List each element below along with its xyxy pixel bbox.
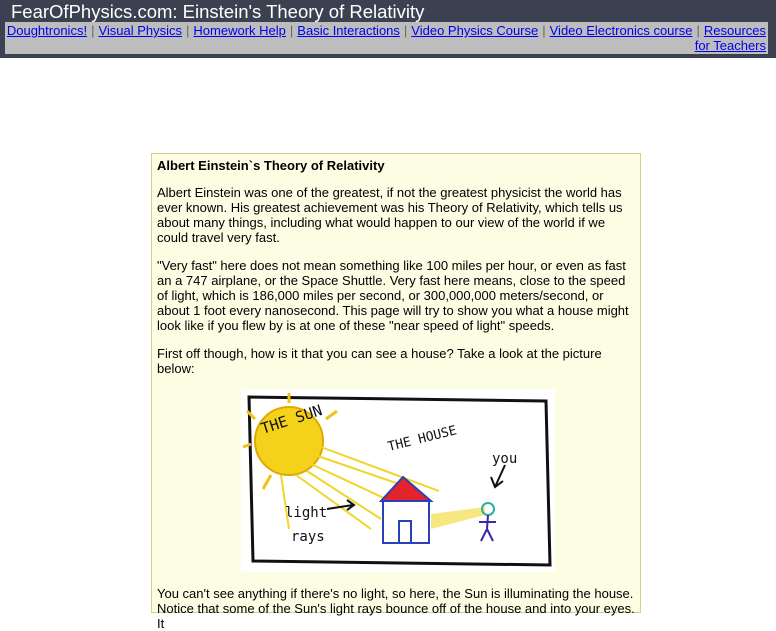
nav-separator: | bbox=[542, 23, 546, 38]
sun-house-drawing bbox=[241, 389, 555, 572]
nav-link-doughtronics[interactable]: Doughtronics! bbox=[6, 23, 88, 38]
nav-link-video-physics-course[interactable]: Video Physics Course bbox=[411, 23, 539, 38]
article-paragraph-3: First off though, how is it that you can see a house? Take a look at the picture below: bbox=[157, 346, 602, 376]
nav-separator: | bbox=[403, 23, 408, 38]
label-you: you bbox=[492, 451, 518, 467]
nav-separator: | bbox=[696, 23, 700, 38]
label-rays: rays bbox=[291, 529, 325, 545]
nav-link-homework-help[interactable]: Homework Help bbox=[193, 23, 286, 38]
label-light: light bbox=[285, 505, 328, 521]
nav-link-basic-interactions[interactable]: Basic Interactions bbox=[297, 23, 400, 38]
article-box bbox=[151, 153, 641, 631]
nav-separator: | bbox=[91, 23, 95, 38]
site-header bbox=[0, 0, 776, 58]
article-paragraph-1: Albert Einstein was one of the greatest, if not the greatest physicist the world has ever known. His greatest achievement was his Theory of Relativity, which tells us about many things, including what would happen to our view of the world if we could travel very fast. bbox=[157, 185, 623, 245]
nav-bar bbox=[5, 22, 768, 54]
site-title: FearOfPhysics.com: Einstein's Theory of Relativity bbox=[11, 1, 425, 22]
nav-separator: | bbox=[289, 23, 294, 38]
nav-separator: | bbox=[186, 23, 190, 38]
nav-link-resources-for-teachers[interactable]: Resources for Teachers bbox=[694, 23, 766, 53]
label-the-house: THE HOUSE bbox=[386, 423, 459, 455]
article-paragraph-4: You can't see anything if there's no light, so here, the Sun is illuminating the house. Notice that some of the Sun's light rays bounce off of the house and into your eyes. It bbox=[157, 586, 635, 631]
nav-link-visual-physics[interactable]: Visual Physics bbox=[98, 23, 183, 38]
article-heading: Albert Einstein`s Theory of Relativity bbox=[157, 158, 385, 173]
label-the-sun: THE SUN bbox=[258, 401, 325, 438]
article-paragraph-2: "Very fast" here does not mean something like 100 miles per hour, or even as fast an a 747 airplane, or the Space Shuttle. Very fast here means, close to the speed of light, which is 186,000 miles per second, or 300,000,000 meters/second, or about 1 foot every nanosecond. This page will try to show you what a house might look like if you flew by is at one of these "near speed of light" speeds. bbox=[157, 258, 629, 333]
nav-link-video-electronics-course[interactable]: Video Electronics course bbox=[549, 23, 693, 38]
